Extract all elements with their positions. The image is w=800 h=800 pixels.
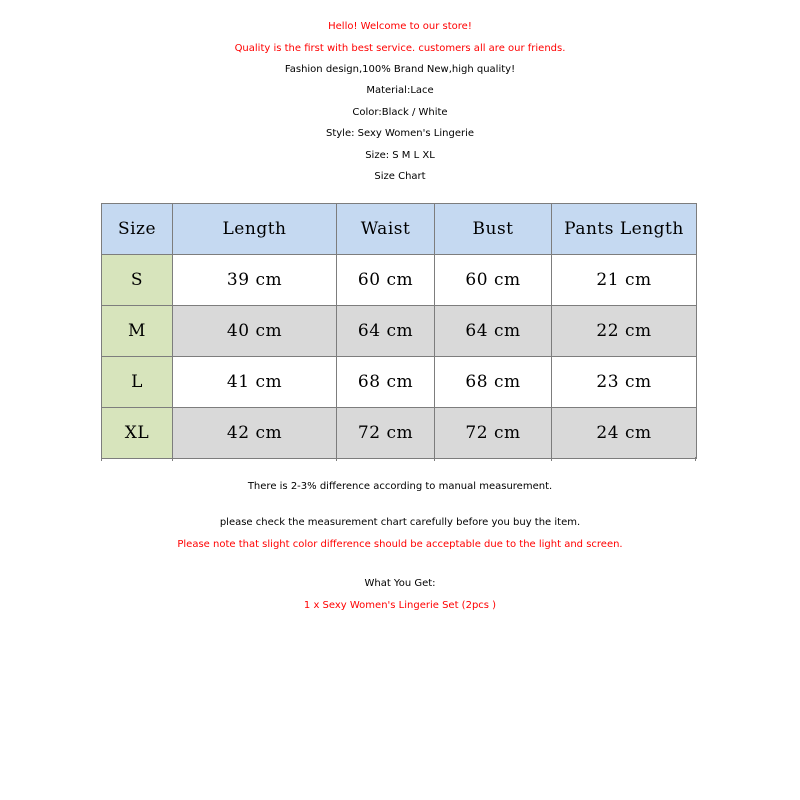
waist-value: 60 cm bbox=[337, 255, 435, 306]
size-label: M bbox=[102, 306, 173, 357]
package-item-text: 1 x Sexy Women's Lingerie Set (2pcs ) bbox=[303, 600, 497, 611]
pants-length-value: 22 cm bbox=[552, 306, 697, 357]
what-you-get-label: What You Get: bbox=[364, 578, 436, 589]
header-bust: Bust bbox=[435, 204, 552, 255]
length-value: 39 cm bbox=[173, 255, 337, 306]
waist-value: 64 cm bbox=[337, 306, 435, 357]
header-waist: Waist bbox=[337, 204, 435, 255]
size-text: Size: S M L XL bbox=[365, 150, 435, 161]
size-label: XL bbox=[102, 408, 173, 459]
length-value: 40 cm bbox=[173, 306, 337, 357]
difference-note: There is 2-3% difference according to manual measurement. bbox=[247, 481, 553, 492]
size-chart-table bbox=[101, 203, 697, 459]
table-row bbox=[102, 357, 697, 408]
table-bottom-tail bbox=[101, 457, 696, 461]
bust-value: 68 cm bbox=[435, 357, 552, 408]
size-label: L bbox=[102, 357, 173, 408]
material-text: Material:Lace bbox=[366, 85, 434, 96]
pants-length-value: 23 cm bbox=[552, 357, 697, 408]
bust-value: 72 cm bbox=[435, 408, 552, 459]
table-row bbox=[102, 306, 697, 357]
bust-value: 60 cm bbox=[435, 255, 552, 306]
color-text: Color:Black / White bbox=[352, 107, 448, 118]
table-header-row bbox=[102, 204, 697, 255]
size-chart-title: Size Chart bbox=[374, 171, 426, 182]
style-text: Style: Sexy Women's Lingerie bbox=[325, 128, 475, 139]
pants-length-value: 21 cm bbox=[552, 255, 697, 306]
pants-length-value: 24 cm bbox=[552, 408, 697, 459]
bust-value: 64 cm bbox=[435, 306, 552, 357]
check-note: please check the measurement chart carefully before you buy the item. bbox=[219, 517, 581, 528]
color-difference-note: Please note that slight color difference should be acceptable due to the light and screen. bbox=[177, 539, 623, 550]
welcome-text: Hello! Welcome to our store! bbox=[328, 21, 472, 32]
length-value: 42 cm bbox=[173, 408, 337, 459]
waist-value: 68 cm bbox=[337, 357, 435, 408]
header-length: Length bbox=[173, 204, 337, 255]
table-row bbox=[102, 408, 697, 459]
fashion-text: Fashion design,100% Brand New,high quality! bbox=[284, 64, 516, 75]
header-size: Size bbox=[102, 204, 173, 255]
header-pants-length: Pants Length bbox=[552, 204, 697, 255]
table-row bbox=[102, 255, 697, 306]
size-label: S bbox=[102, 255, 173, 306]
quality-text: Quality is the first with best service. customers all are our friends. bbox=[234, 43, 566, 54]
waist-value: 72 cm bbox=[337, 408, 435, 459]
length-value: 41 cm bbox=[173, 357, 337, 408]
